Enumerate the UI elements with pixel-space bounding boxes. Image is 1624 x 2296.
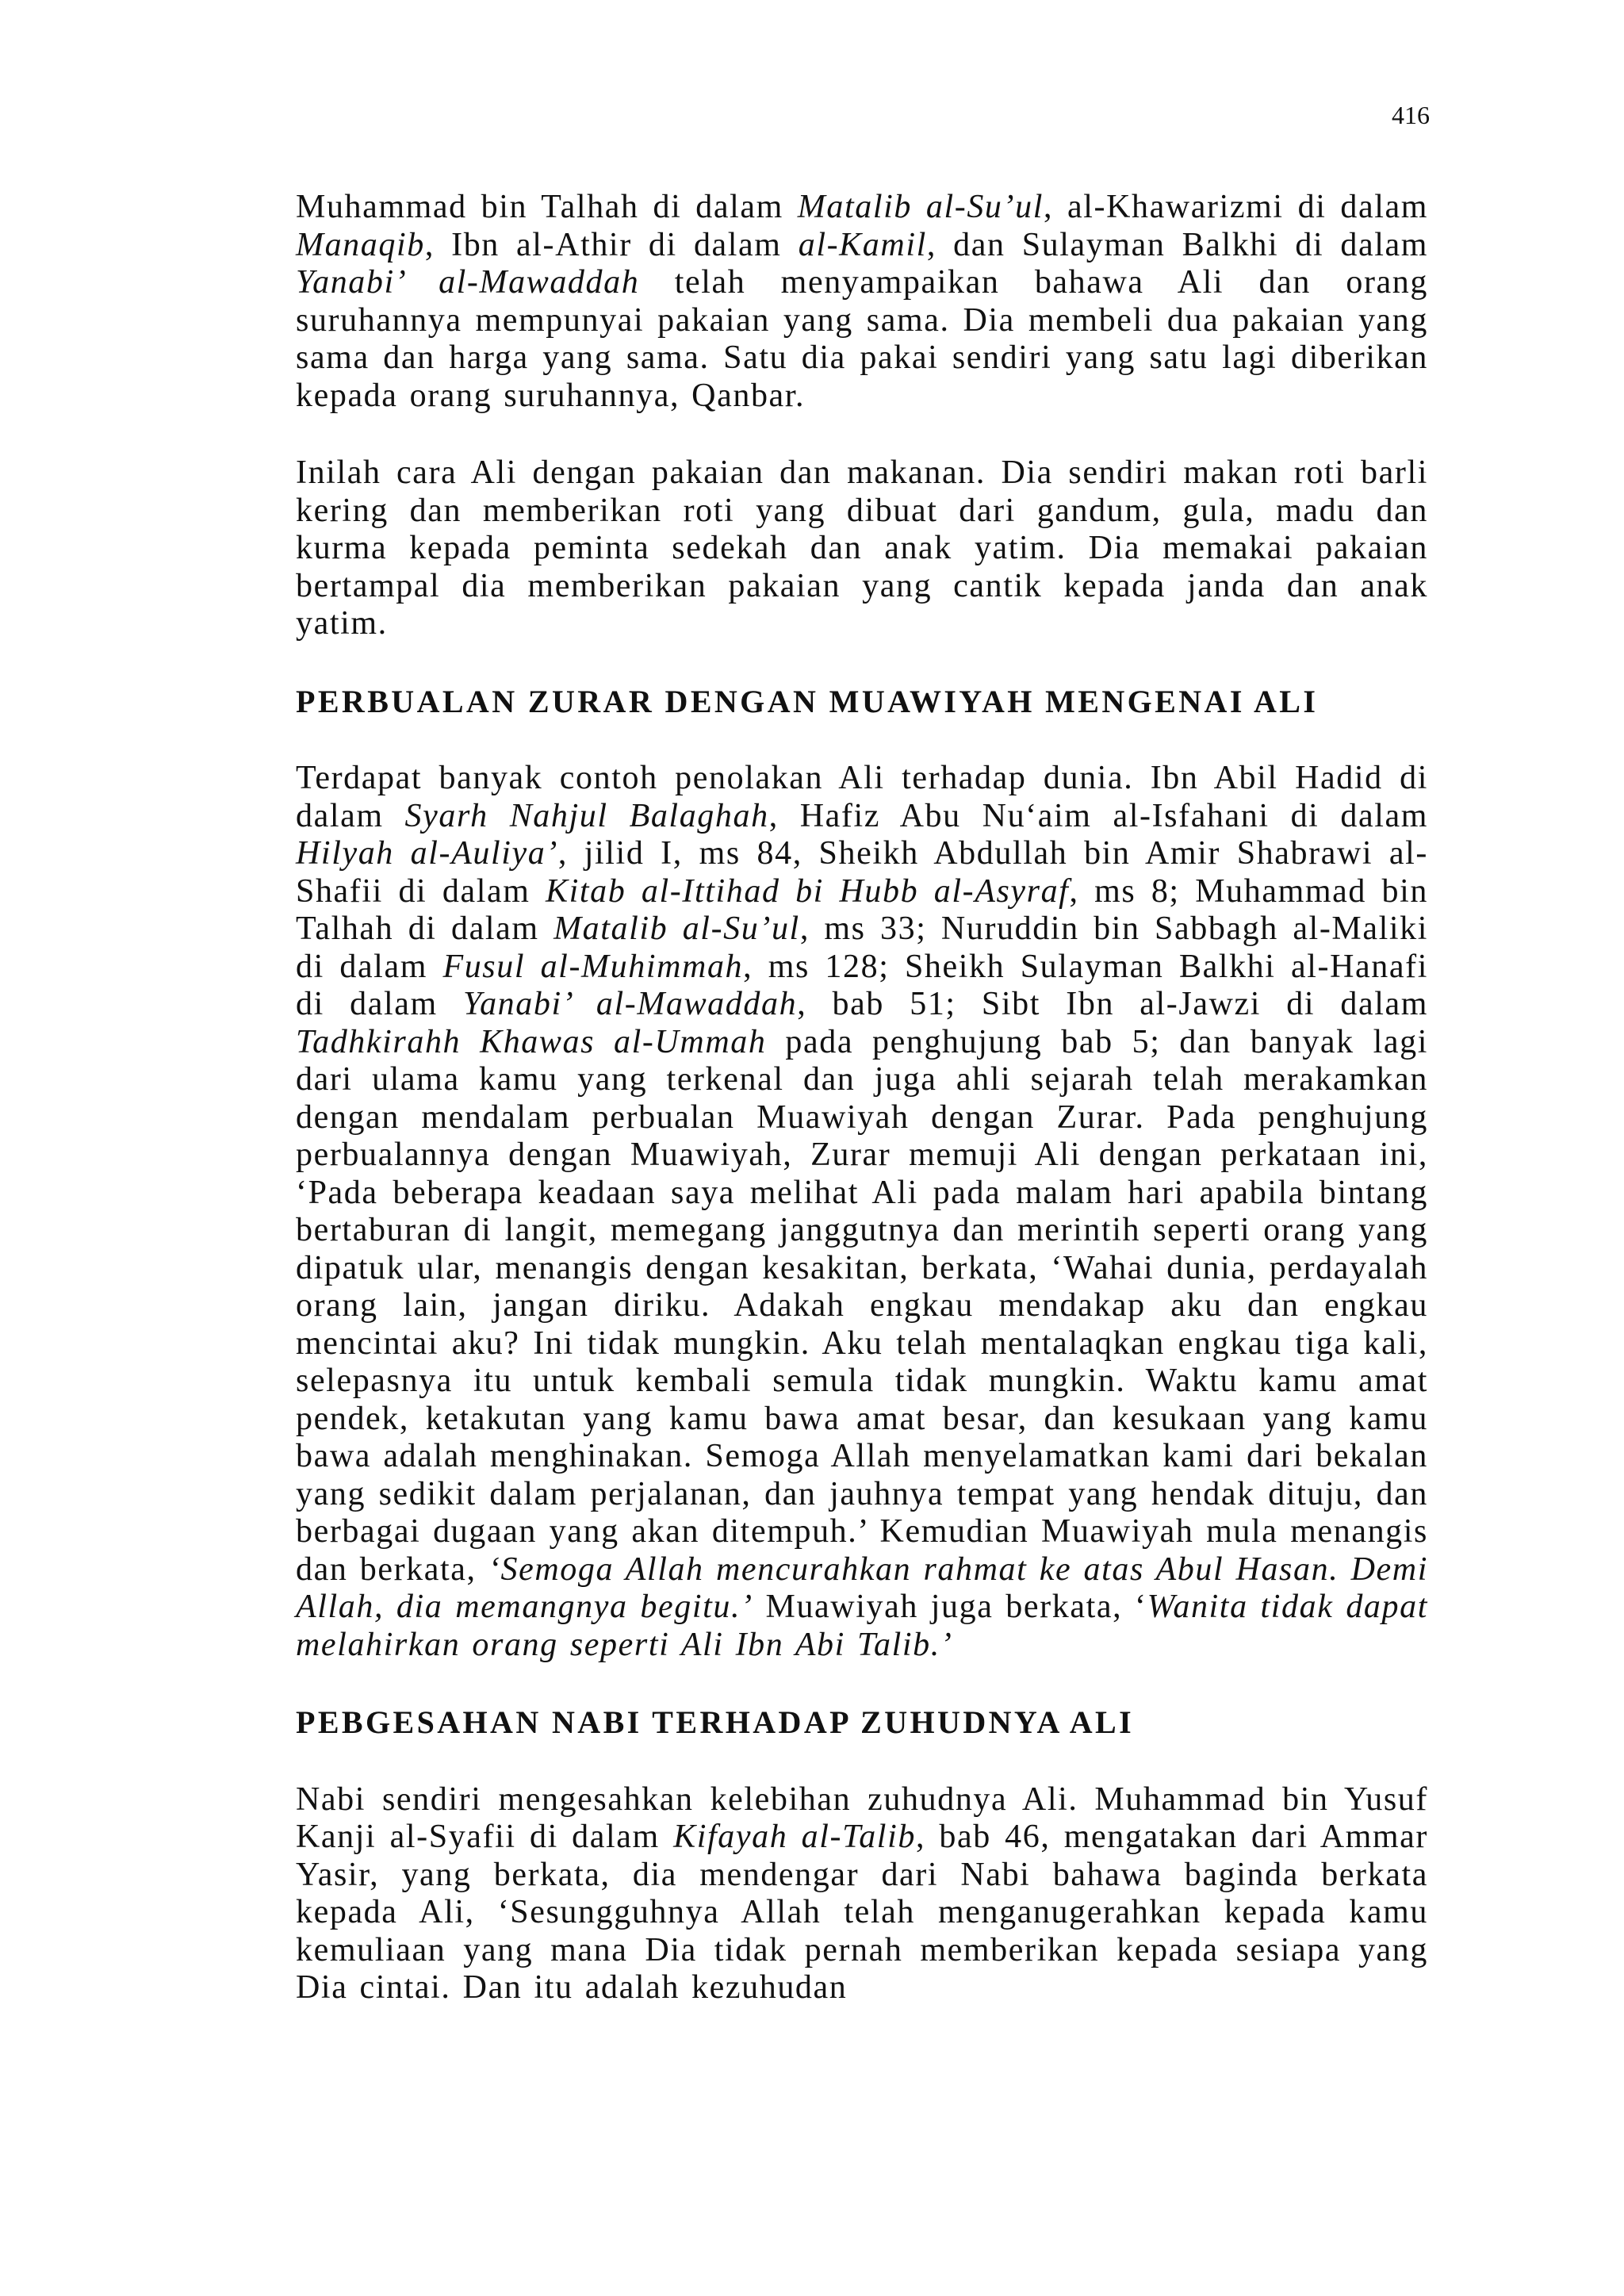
book-title: Kifayah al-Talib bbox=[673, 1819, 916, 1855]
text-run: pada penghujung bab 5; dan banyak lagi dari ulama kamu yang terkenal dan juga ahli sejarah telah merakamkan dengan mendalam perbualan Muawiyah dengan Zurar. Pada penghujung perbualannya dengan Muawiyah, Zurar memuji Ali dengan perkataan ini, ‘Pada beberapa keadaan saya melihat Ali pada malam hari apabila bintang bertaburan di langit, memegang janggutnya dan merintih seperti orang yang dipatuk ular, menangis dengan kesakitan, berkata, ‘Wahai dunia, perdayalah orang lain, jangan diriku. Adakah engkau mendakap aku dan engkau mencintai aku? Ini tidak mungkin. Aku telah mentalaqkan engkau tiga kali, selepasnya itu untuk kembali semula tidak mungkin. Waktu kamu amat pendek, ketakutan yang kamu bawa amat besar, dan kesukaan yang kamu bawa adalah menghinakan. Semoga Allah menyelamatkan kami dari bekalan yang sedikit dalam perjalanan, dan jauhnya tempat yang hendak dituju, dan berbagai dugaan yang akan ditempuh.’ Kemudian Muawiyah mula menangis dan berkata, bbox=[296, 1023, 1428, 1588]
text-run: , al-Khawarizmi di dalam bbox=[1044, 189, 1428, 225]
paragraph-spacer bbox=[296, 415, 1428, 454]
section-heading-zuhud: PEBGESAHAN NABI TERHADAP ZUHUDNYA ALI bbox=[296, 1704, 1135, 1740]
text-run: , dan Sulayman Balkhi di dalam bbox=[926, 226, 1428, 263]
book-title: Fusul al-Muhimmah bbox=[442, 948, 744, 985]
text-run: , ms 33; Nuruddin bin Sabbagh al-Maliki di dalam bbox=[296, 910, 1429, 985]
paragraph-spacer bbox=[296, 720, 1428, 760]
paragraph-clothing-food: Inilah cara Ali dengan pakaian dan makanan. Dia sendiri makan roti barli kering dan memberikan roti yang dibuat dari gandum, gula, madu dan kurma kepada peminta sedekah dan anak yatim. Dia memakai pakaian bertampal dia memberikan pakaian yang cantik kepada janda dan anak yatim. bbox=[296, 454, 1428, 642]
page-number: 416 bbox=[1392, 101, 1430, 129]
italic-quote: ‘Semoga Allah mencurahkan rahmat ke atas Abul Hasan. Demi Allah, dia memangnya begitu.’ bbox=[296, 1550, 1428, 1625]
book-title: Syarh Nahjul Balaghah bbox=[404, 797, 769, 834]
book-title: Yanabi’ al-Mawaddah bbox=[296, 264, 640, 301]
text-run: Muawiyah juga berkata, ‘ bbox=[753, 1589, 1147, 1625]
text-run: , ms 128; Sheikh Sulayman Balkhi al-Hanafi di dalam bbox=[296, 948, 1428, 1022]
book-title: al-Kamil bbox=[798, 226, 927, 263]
paragraph-prophet-validation bbox=[296, 1781, 1428, 2007]
text-run: , ms 8; Muhammad bin Talhah di dalam bbox=[296, 872, 1428, 947]
book-title: Manaqib bbox=[296, 226, 425, 263]
book-title: Tadhkirahh Khawas al-Ummah bbox=[296, 1023, 767, 1060]
text-run: , Ibn al-Athir di dalam bbox=[424, 226, 799, 263]
paragraph-talhah-sources bbox=[296, 189, 1428, 415]
text-run: , bab 46, mengatakan dari Ammar Yasir, yang berkata, dia mendengar dari Nabi bahawa baginda berkata kepada Ali, ‘Sesungguhnya Allah telah menganugerahkan kepada kamu kemuliaan yang mana Dia tidak pernah memberikan kepada sesiapa yang Dia cintai. Dan itu adalah kezuhudan bbox=[296, 1819, 1428, 2006]
book-title: Hilyah al-Auliya’ bbox=[296, 835, 558, 872]
paragraph-spacer bbox=[296, 1742, 1428, 1781]
book-title: Matalib al-Su’ul bbox=[797, 189, 1044, 225]
book-title: Matalib al-Su’ul bbox=[553, 910, 800, 947]
book-title: Kitab al-Ittihad bi Hubb al-Asyraf bbox=[546, 872, 1070, 910]
text-run: Muhammad bin Talhah di dalam bbox=[296, 189, 798, 225]
book-title: Yanabi’ al-Mawaddah bbox=[462, 986, 798, 1022]
paragraph-spacer bbox=[296, 1664, 1428, 1704]
italic-quote: Wanita tidak dapat melahirkan orang seperti Ali Ibn Abi Talib.’ bbox=[296, 1589, 1428, 1663]
text-run: Terdapat banyak contoh penolakan Ali terhadap dunia. Ibn Abil Hadid di dalam bbox=[296, 760, 1428, 834]
paragraph-spacer bbox=[296, 643, 1428, 683]
text-run: , jilid I, ms 84, Sheikh Abdullah bin Amir Shabrawi al-Shafii di dalam bbox=[296, 835, 1428, 910]
text-run: Nabi sendiri mengesahkan kelebihan zuhudnya Ali. Muhammad bin Yusuf Kanji al-Syafii di dalam bbox=[296, 1780, 1428, 1855]
text-run: , Hafiz Abu Nu‘aim al-Isfahani di dalam bbox=[768, 797, 1428, 834]
text-run: , bab 51; Sibt Ibn al-Jawzi di dalam bbox=[797, 986, 1428, 1022]
text-run: telah menyampaikan bahawa Ali dan orang suruhannya mempunyai pakaian yang sama. Dia membeli dua pakaian yang sama dan harga yang sama. Satu dia pakai sendiri yang satu lagi diberikan kepada orang suruhannya, Qanbar. bbox=[296, 264, 1428, 414]
paragraph-zurar-conversation bbox=[296, 760, 1428, 1664]
page-content bbox=[296, 189, 1428, 2007]
section-heading-zurar: PERBUALAN ZURAR DENGAN MUAWIYAH MENGENAI ALI bbox=[296, 683, 1319, 719]
